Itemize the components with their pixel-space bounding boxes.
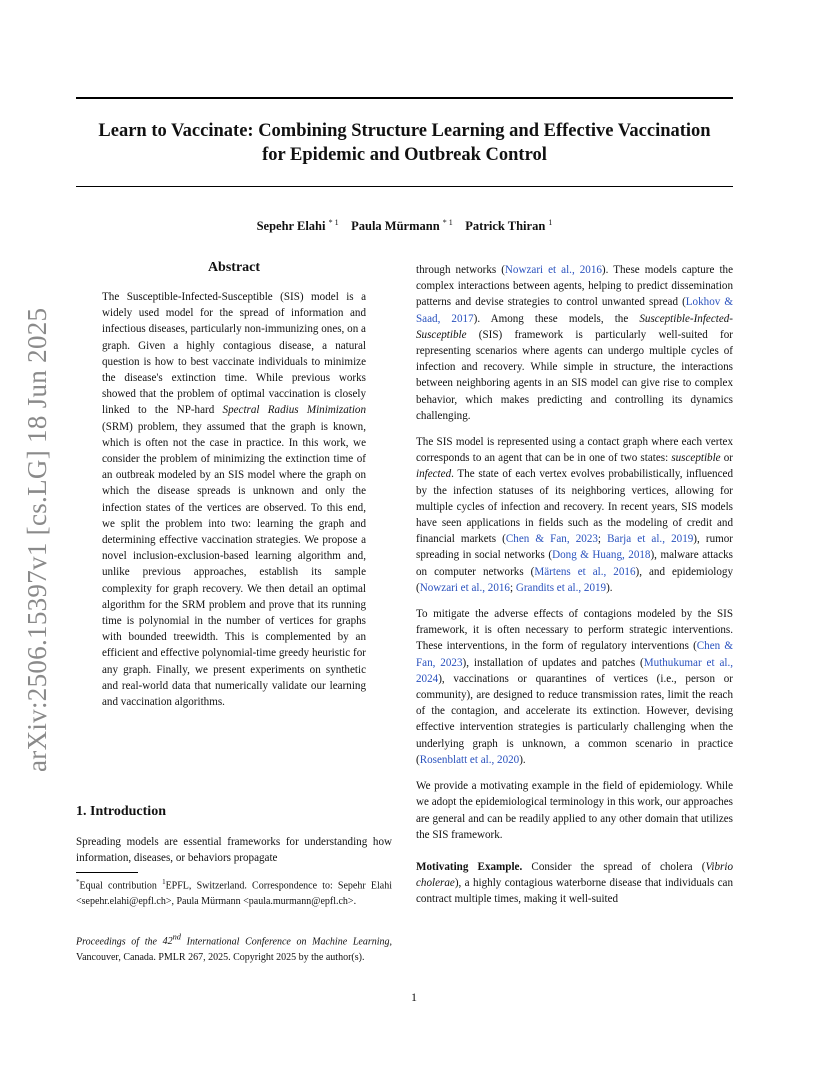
title-line-1: Learn to Vaccinate: Combining Structure Learning and Effective Vaccination <box>98 121 711 141</box>
title-rule-top <box>76 97 733 99</box>
introduction-heading: 1. Introduction <box>76 804 166 819</box>
paragraph: through networks (Nowzari et al., 2016). These models capture the complex interactions between agents, helping to predict dissemination patterns and devise strategies to control unwanted spread (Lokhov & Saad, 2017). Among these models, the Susceptible-Infected-Susceptible (SIS) framework is particularly well-suited for representing scenarios where agents can undergo multiple cycles of infection and recovery. While simple in structure, the interactions between neighboring agents in an SIS model can give rise to complex behavior, which makes predicting and controlling its dynamics challenging. <box>416 264 733 422</box>
citation-link[interactable]: Rosenblatt et al., 2020 <box>419 753 520 766</box>
paragraph <box>416 606 733 768</box>
proceedings-lead: Proceedings of the <box>76 936 163 948</box>
abstract-text: (SRM) problem, they assumed that the graph is known, which is often not the case in practice. In this work, we consider the problem of minimizing the extinction time of an outbreak modeled by an SIS model where the graph on which the disease spreads is unknown and only the infection states of the vertices are observed. To this end, we split the problem into two: learning the graph and determining effective vaccination strategies. We propose a novel inclusion-exclusion-based learning algorithm and, unlike previous approaches, establish its sample complexity for graph recovery. We then detail an optimal algorithm for the SRM problem and prove that its running time is polynomial in the number of vertices for graphs with bounded treewidth. This is complemented by an efficient and effective polynomial-time greedy heuristic for any graph. Finally, we present experiments on synthetic and real-world data that numerically validate our learning and vaccination algorithms. <box>102 420 366 709</box>
citation-link[interactable]: Barja et al., 2019 <box>607 533 694 546</box>
emphasis: Susceptible-Infected-Susceptible <box>416 312 733 341</box>
text: ), malware attacks on computer networks ( <box>416 549 733 578</box>
citation-link[interactable]: Muthukumar et al., 2024 <box>416 656 734 685</box>
author-name: Patrick Thiran <box>465 219 546 234</box>
proceedings-ordinal-suffix: nd <box>172 933 181 942</box>
citation-link[interactable]: Dong & Huang, 2018 <box>552 549 651 562</box>
paragraph-heading: Motivating Example. <box>416 860 523 873</box>
emphasis: susceptible <box>671 452 721 465</box>
text: ). <box>606 581 613 594</box>
proceedings-details: , Vancouver, Canada. PMLR 267, 2025. Copyright 2025 by the author(s). <box>76 936 392 963</box>
footnote <box>76 875 392 909</box>
text: through networks <box>416 264 502 276</box>
text: ), rumor spreading in social networks ( <box>416 533 734 562</box>
paper-title <box>76 119 733 167</box>
right-column <box>416 262 733 918</box>
arxiv-stamp: arXiv:2506.15397v1 [cs.LG] 18 Jun 2025 <box>22 307 52 772</box>
paragraph: We provide a motivating example in the field of epidemiology. While we adopt the epidemiological terminology in this work, our approaches are general and can be readily applied to any other domain that utilizes the SIS framework. <box>416 780 733 841</box>
title-line-2: for Epidemic and Outbreak Control <box>262 145 547 165</box>
citation-link[interactable]: Nowzari et al., 2016 <box>504 264 602 276</box>
text: ). <box>519 753 526 766</box>
footnote-mark: 1 <box>162 878 166 886</box>
text: ; <box>509 581 516 594</box>
citation-link[interactable]: Nowzari et al., 2016 <box>419 581 510 594</box>
abstract-text: The Susceptible-Infected-Susceptible (SIS) model is a widely used model for the spread of information and infectious diseases, particularly non-immunizing ones, on a graph. Given a highly contagious disease, a natural question is how to best vaccinate individuals to minimize the disease's extinction time. While previous works showed that the problem of optimal vaccination is closely linked to the NP-hard <box>102 291 366 417</box>
emphasis: Vibrio cholerae <box>416 860 733 890</box>
text: The SIS model is represented using a contact graph where each vertex corresponds to an agent that can be in one of two states: <box>416 436 733 465</box>
proceedings-ordinal-number: 42 <box>162 936 173 948</box>
footnote-mark: * <box>76 878 80 886</box>
title-rule-bottom <box>76 186 733 187</box>
text: ). Among these models, the <box>473 312 640 325</box>
abstract-heading: Abstract <box>207 260 261 275</box>
citation-link[interactable]: Grandits et al., 2019 <box>515 581 607 594</box>
abstract-body <box>102 289 366 710</box>
text: ), a highly contagious waterborne disease that individuals can contract multiple times, making it well-suited <box>416 877 733 906</box>
text: ). These models capture the complex interactions between agents, helping to predict dissemination patterns and devise strategies to control unwanted spread ( <box>416 264 733 309</box>
text: (SIS) framework is particularly well-suited for representing scenarios where agents can undergo multiple cycles of infection and recovery. While simple in structure, the interactions between neighboring agents in an SIS model can give rise to complex behavior, which makes predicting and controlling its dynamics challenging. <box>416 328 733 422</box>
text: . The state of each vertex evolves probabilistically, influenced by the infection statuses of its neighboring vertices, allowing for multiple cycles of infection and recovery. In recent years, SIS models have seen applications in fields such as the modeling of credit and financial markets ( <box>416 468 733 546</box>
text: To mitigate the adverse effects of contagions modeled by the SIS framework, it is often necessary to perform strategic interventions. These interventions, in the form of regulatory interventions ( <box>416 608 733 653</box>
author-affiliation-mark: 1 <box>548 218 553 227</box>
emphasis: infected <box>416 468 452 481</box>
author-list <box>76 215 733 234</box>
abstract-emphasis: Spectral Radius Minimization <box>222 404 366 417</box>
citation-link[interactable]: Chen & Fan, 2023 <box>416 640 733 669</box>
proceedings-note <box>76 930 392 965</box>
citation-link[interactable]: Lokhov & Saad, 2017 <box>416 296 733 325</box>
text: or <box>720 452 734 465</box>
text: ), installation of updates and patches ( <box>462 656 644 669</box>
text: ; <box>597 533 608 546</box>
author-affiliation-mark: * 1 <box>442 218 453 227</box>
author-name: Sepehr Elahi <box>256 219 326 234</box>
paragraph <box>416 859 733 908</box>
citation-link[interactable]: Chen & Fan, 2023 <box>505 533 598 546</box>
text: ), vaccinations or quarantines of vertices (i.e., person or community), are designed to reduce transmission rates, limit the reach of the contagion, and accelerate its extinction. However, devising effective intervention strategies is particularly challenging when the underlying graph is unknown, a common scenario in practice ( <box>416 672 733 766</box>
footnote-text: Equal contribution <box>79 880 163 892</box>
text: Consider the spread of cholera ( <box>522 860 706 873</box>
proceedings-ordinal <box>162 933 181 948</box>
text: ), and epidemiology ( <box>416 565 733 594</box>
footnote-rule <box>76 872 138 873</box>
footnote-text: EPFL, Switzerland. Correspondence to: Sepehr Elahi <sepehr.elahi@epfl.ch>, Paula Mürmann <paula.murmann@epfl.ch>. <box>76 880 392 907</box>
author-name: Paula Mürmann <box>351 219 440 234</box>
introduction-body: Spreading models are essential frameworks for understanding how information, diseases, or behaviors propagate <box>76 836 392 865</box>
citation-link[interactable]: Märtens et al., 2016 <box>534 565 636 578</box>
author-affiliation-mark: * 1 <box>328 218 339 227</box>
paragraph <box>416 434 733 596</box>
page-number: 1 <box>411 990 417 1004</box>
proceedings-venue: International Conference on Machine Learning <box>180 936 390 948</box>
